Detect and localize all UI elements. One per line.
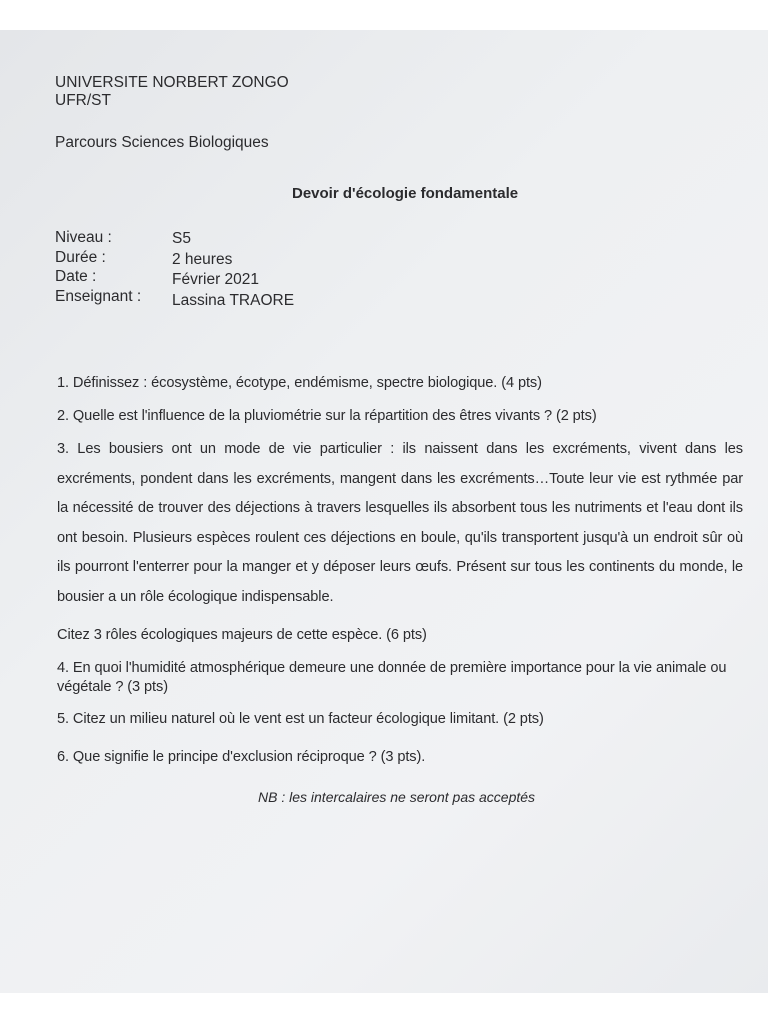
niveau-value: S5	[172, 230, 191, 247]
duree-value: 2 heures	[172, 251, 233, 268]
niveau-label: Niveau :	[55, 229, 112, 246]
question-2: 2. Quelle est l'influence de la pluviométrie sur la répartition des êtres vivants ? (2 pts)	[57, 408, 597, 424]
duree-label: Durée :	[55, 249, 106, 266]
date-value: Février 2021	[172, 271, 260, 288]
question-6: 6. Que signifie le principe d'exclusion réciproque ? (3 pts).	[57, 749, 426, 765]
ufr-name: UFR/ST	[55, 92, 111, 109]
exam-sheet	[0, 30, 768, 993]
enseignant-value: Lassina TRAORE	[172, 292, 295, 309]
footer-note: NB : les intercalaires ne seront pas acceptés	[258, 789, 536, 805]
question-3-text: 3. Les bousiers ont un mode de vie particulier : ils naissent dans les excréments, vivent dans les excréments, pondent dans les excréments, mangent dans les excréments…Toute leur vie est rythmée par la nécessité de trouver des déjections à travers lesquelles ils absorbent tous les nutriments et l'eau dont ils ont besoin. Plusieurs espèces roulent ces déjections en boule, qu'ils transportent jusqu'à un endroit sûr où ils pourront l'enterrer pour la manger et y déposer leurs œufs. Présent sur tous les continents du monde, le bousier a un rôle écologique indispensable.	[57, 441, 743, 605]
date-label: Date :	[55, 268, 97, 285]
program-name: Parcours Sciences Biologiques	[55, 134, 269, 151]
university-name: UNIVERSITE NORBERT ZONGO	[55, 74, 289, 91]
question-1: 1. Définissez : écosystème, écotype, endémisme, spectre biologique. (4 pts)	[57, 375, 542, 391]
question-5: 5. Citez un milieu naturel où le vent est un facteur écologique limitant. (2 pts)	[57, 711, 544, 727]
enseignant-label: Enseignant :	[55, 288, 142, 305]
question-4: 4. En quoi l'humidité atmosphérique demeure une donnée de première importance pour la vie animale ou végétale ? (3 pts)	[57, 660, 727, 695]
exam-title: Devoir d'écologie fondamentale	[292, 185, 519, 202]
question-3-task: Citez 3 rôles écologiques majeurs de cette espèce. (6 pts)	[57, 627, 427, 643]
